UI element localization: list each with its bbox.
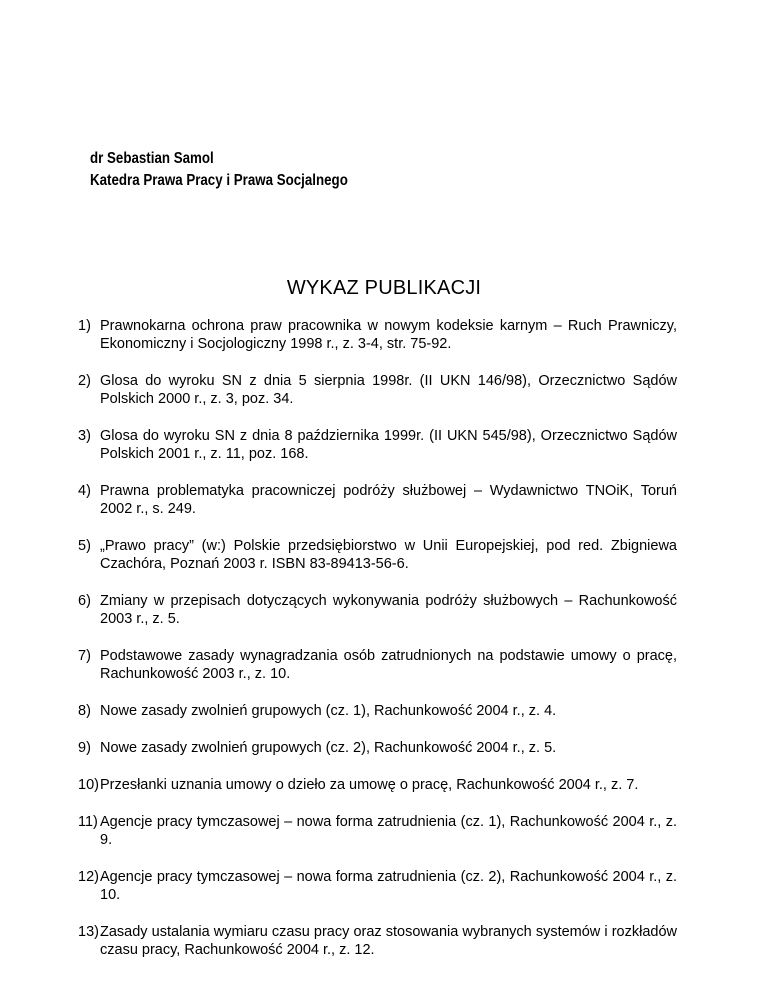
publication-number: 5)	[78, 538, 91, 554]
publication-number: 9)	[78, 740, 91, 756]
publication-item	[78, 317, 677, 353]
publication-item	[78, 482, 677, 518]
publication-text: Przesłanki uznania umowy o dzieło za umowę o pracę, Rachunkowość 2004 r., z. 7.	[100, 777, 639, 793]
publication-number: 13)	[78, 924, 99, 940]
author-block	[90, 148, 348, 192]
publication-number: 8)	[78, 703, 91, 719]
publication-item	[78, 739, 677, 757]
publication-item	[78, 372, 677, 408]
publication-text: Prawnokarna ochrona praw pracownika w nowym kodeksie karnym – Ruch Prawniczy, Ekonomiczny i Socjologiczny 1998 r., z. 3-4, str. 75-92.	[100, 318, 677, 352]
author-department: Katedra Prawa Pracy i Prawa Socjalnego	[90, 172, 348, 189]
publication-number: 6)	[78, 593, 91, 609]
publication-number: 10)	[78, 777, 99, 793]
publication-text: Agencje pracy tymczasowej – nowa forma zatrudnienia (cz. 2), Rachunkowość 2004 r., z. 10.	[100, 869, 677, 903]
publication-number: 4)	[78, 483, 91, 499]
publication-text: Glosa do wyroku SN z dnia 5 sierpnia 1998r. (II UKN 146/98), Orzecznictwo Sądów Polskich 2000 r., z. 3, poz. 34.	[100, 373, 677, 407]
publication-item	[78, 702, 677, 720]
publication-text: Glosa do wyroku SN z dnia 8 października 1999r. (II UKN 545/98), Orzecznictwo Sądów Polskich 2001 r., z. 11, poz. 168.	[100, 428, 677, 462]
publication-number: 11)	[78, 814, 98, 830]
publication-item	[78, 868, 677, 904]
publication-text: Prawna problematyka pracowniczej podróży służbowej – Wydawnictwo TNOiK, Toruń 2002 r., s. 249.	[100, 483, 677, 517]
publication-text: Nowe zasady zwolnień grupowych (cz. 2), Rachunkowość 2004 r., z. 5.	[100, 740, 557, 756]
publication-number: 12)	[78, 869, 99, 885]
publication-text: Zmiany w przepisach dotyczących wykonywania podróży służbowych – Rachunkowość 2003 r., z. 5.	[100, 593, 677, 627]
publication-item	[78, 592, 677, 628]
publication-text: Zasady ustalania wymiaru czasu pracy oraz stosowania wybranych systemów i rozkładów czasu pracy, Rachunkowość 2004 r., z. 12.	[100, 924, 677, 958]
publication-item	[78, 813, 677, 849]
publication-text: „Prawo pracy” (w:) Polskie przedsiębiorstwo w Unii Europejskiej, pod red. Zbigniewa Czachóra, Poznań 2003 r. ISBN 83-89413-56-6.	[100, 538, 677, 572]
publication-number: 7)	[78, 648, 91, 664]
publication-text: Nowe zasady zwolnień grupowych (cz. 1), Rachunkowość 2004 r., z. 4.	[100, 703, 557, 719]
author-name: dr Sebastian Samol	[90, 150, 214, 167]
publication-item	[78, 776, 677, 794]
publication-number: 3)	[78, 428, 91, 444]
publication-text: Agencje pracy tymczasowej – nowa forma zatrudnienia (cz. 1), Rachunkowość 2004 r., z. 9.	[100, 814, 677, 848]
publication-item	[78, 647, 677, 683]
publication-item	[78, 427, 677, 463]
publication-item	[78, 537, 677, 573]
publication-text: Podstawowe zasady wynagradzania osób zatrudnionych na podstawie umowy o pracę, Rachunkowość 2003 r., z. 10.	[100, 648, 677, 682]
publication-number: 1)	[78, 318, 91, 334]
publication-item	[78, 923, 677, 959]
page-title: WYKAZ PUBLIKACJI	[286, 277, 482, 299]
publication-number: 2)	[78, 373, 91, 389]
publication-list	[78, 317, 677, 978]
